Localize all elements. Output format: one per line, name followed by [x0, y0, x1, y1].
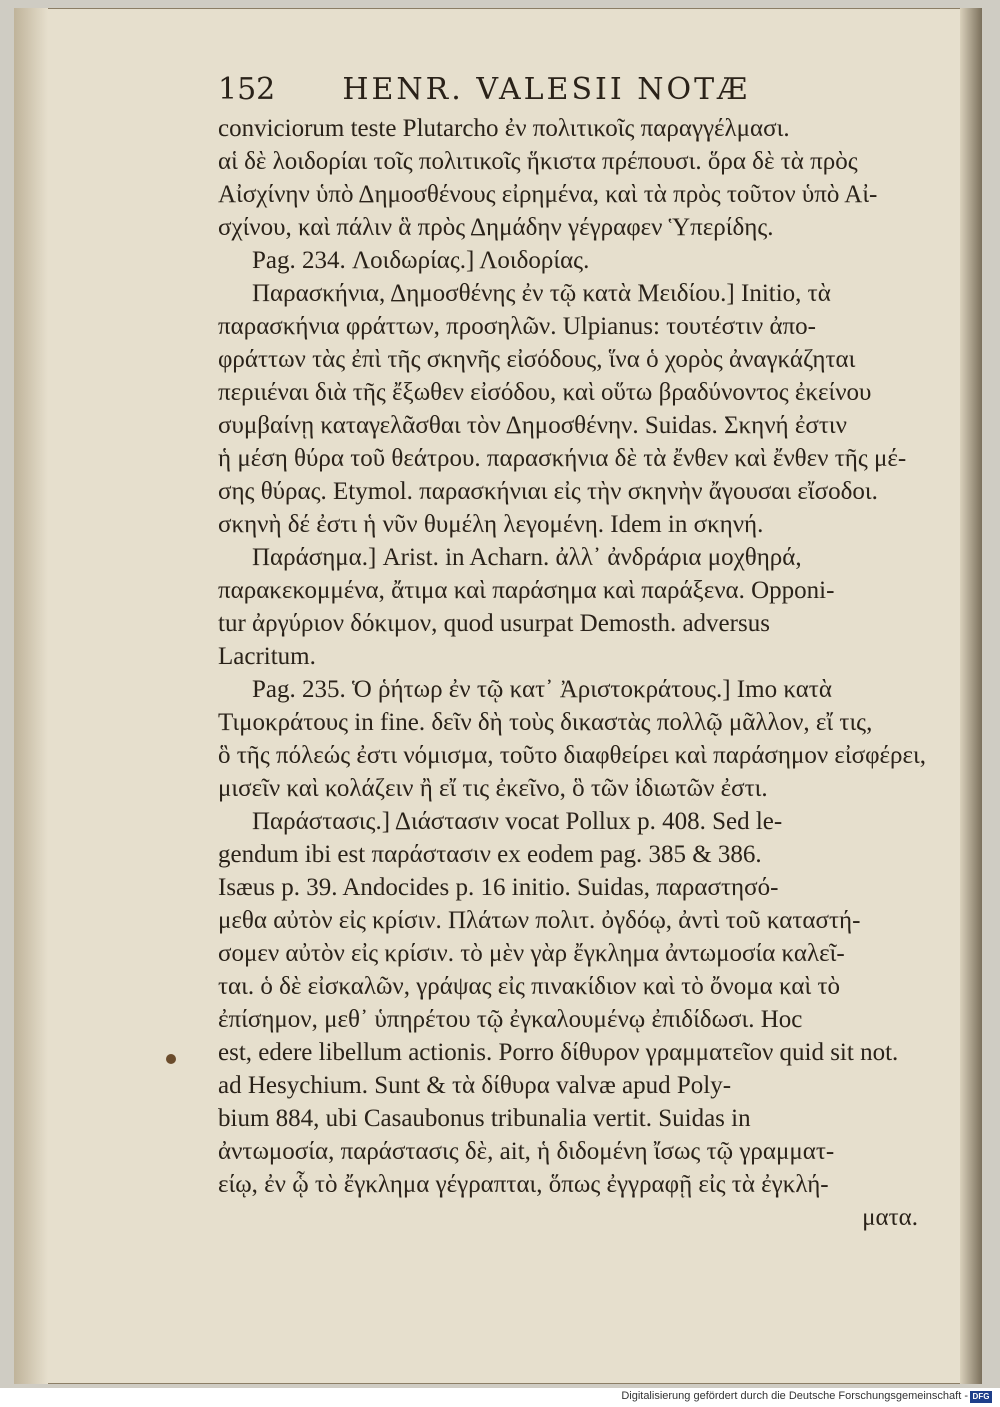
text-line: σχίνου, καὶ πάλιν ἃ πρὸς Δημάδην γέγραφεν Ὑπερίδης. — [218, 214, 774, 241]
text-line: Παράστασις.] Διάστασιν vocat Pollux p. 408. Sed le- — [252, 808, 783, 835]
page-number: 152 — [218, 72, 276, 107]
text-line: παρακεκομμένα, ἄτιμα καὶ παράσημα καὶ παράξενα. Opponi- — [218, 577, 835, 604]
text-line: tur ἀργύριον δόκιμον, quod usurpat Demosth. adversus — [218, 610, 770, 637]
text-line: ἀντωμοσία, παράστασις δὲ, ait, ἡ διδομένη ἴσως τῷ γραμματ- — [218, 1138, 835, 1165]
text-line: ὃ τῆς πόλεώς ἐστι νόμισμα, τοῦτο διαφθείρει καὶ παράσημον εἰσφέρει, — [218, 742, 927, 769]
text-line: σης θύρας. Etymol. παρασκήνιαι εἰς τὴν σκηνὴν ἄγουσαι εἴσοδοι. — [218, 478, 878, 505]
funding-notice: Digitalisierung gefördert durch die Deutsche Forschungsgemeinschaft - — [621, 1390, 968, 1402]
text-line: αἱ δὲ λοιδορίαι τοῖς πολιτικοῖς ἥκιστα πρέπουσι. ὅρα δὲ τὰ πρὸς — [218, 148, 858, 175]
text-line: Παρασκήνια, Δημοσθένης ἐν τῷ κατὰ Μειδίου.] Initio, τὰ — [252, 280, 831, 307]
text-line: περιιέναι διὰ τῆς ἔξωθεν εἰσόδου, καὶ οὕτω βραδύνοντος ἐκείνου — [218, 379, 872, 406]
text-line: σκηνὴ δέ ἐστι ἡ νῦν θυμέλη λεγομένη. Idem in σκηνή. — [218, 511, 764, 538]
running-title: HENR. VALESII NOTÆ — [342, 72, 751, 107]
digitization-footer — [0, 1388, 1000, 1407]
text-line: ad Hesychium. Sunt & τὰ δίθυρα valvæ apud Poly- — [218, 1072, 732, 1099]
text-line: Αἰσχίνην ὑπὸ Δημοσθένους εἰρημένα, καὶ τὰ πρὸς τοῦτον ὑπὸ Αἰ- — [218, 181, 878, 208]
page-text — [218, 112, 927, 1234]
text-line: bium 884, ubi Casaubonus tribunalia vertit. Suidas in — [218, 1105, 751, 1132]
text-line: σομεν αὐτὸν εἰς κρίσιν. τὸ μὲν γὰρ ἔγκλημα ἀντωμοσία καλεῖ- — [218, 940, 845, 967]
text-line: συμβαίνῃ καταγελᾶσθαι τὸν Δημοσθένην. Suidas. Σκηνή ἐστιν — [218, 412, 847, 439]
dfg-logo: DFG — [970, 1391, 992, 1403]
text-line: παρασκήνια φράττων, προσηλῶν. Ulpianus: τουτέστιν ἀπο- — [218, 313, 816, 340]
text-line: ματα. — [862, 1204, 918, 1231]
text-line: ται. ὁ δὲ εἰσκαλῶν, γράψας εἰς πινακίδιον καὶ τὸ ὄνομα καὶ τὸ — [218, 973, 841, 1000]
text-line: Isæus p. 39. Andocides p. 16 initio. Suidas, παραστησό- — [218, 874, 779, 901]
text-line: Lacritum. — [218, 643, 316, 670]
text-line: μισεῖν καὶ κολάζειν ἢ εἴ τις ἐκεῖνο, ὃ τῶν ἰδιωτῶν ἐστι. — [218, 775, 768, 802]
text-line: conviciorum teste Plutarcho ἐν πολιτικοῖς παραγγέλμασι. — [218, 115, 790, 142]
text-line: Παράσημα.] Arist. in Acharn. ἀλλ᾽ ἀνδράρια μοχθηρά, — [252, 544, 802, 571]
text-line: είῳ, ἐν ᾧ τὸ ἔγκλημα γέγραπται, ὅπως ἐγγραφῇ εἰς τὰ ἐγκλή- — [218, 1171, 829, 1198]
text-line: gendum ibi est παράστασιν ex eodem pag. 385 & 386. — [218, 841, 762, 868]
page-header — [218, 72, 918, 107]
text-line: φράττων τὰς ἐπὶ τῆς σκηνῆς εἰσόδους, ἵνα ὁ χορὸς ἀναγκάζηται — [218, 346, 856, 373]
text-line: ἡ μέση θύρα τοῦ θεάτρου. παρασκήνια δὲ τὰ ἔνθεν καὶ ἔνθεν τῆς μέ- — [218, 445, 907, 472]
text-line: Τιμοκράτους in fine. δεῖν δὴ τοὺς δικαστὰς πολλῷ μᾶλλον, εἴ τις, — [218, 709, 873, 736]
margin-mark — [166, 1054, 176, 1064]
text-line: μεθα αὐτὸν εἰς κρίσιν. Πλάτων πολιτ. ὀγδόῳ, ἀντὶ τοῦ καταστή- — [218, 907, 861, 934]
text-line: est, edere libellum actionis. Porro δίθυρον γραμματεῖον quid sit not. — [218, 1039, 899, 1066]
text-line: ἐπίσημον, μεθ᾽ ὑπηρέτου τῷ ἐγκαλουμένῳ ἐπιδίδωσι. Hoc — [218, 1006, 803, 1033]
text-line: Pag. 234. Λοιδωρίας.] Λοιδορίας. — [252, 247, 590, 274]
text-line: Pag. 235. Ὁ ῥήτωρ ἐν τῷ κατ᾽ Ἀριστοκράτους.] Imo κατὰ — [252, 676, 832, 703]
